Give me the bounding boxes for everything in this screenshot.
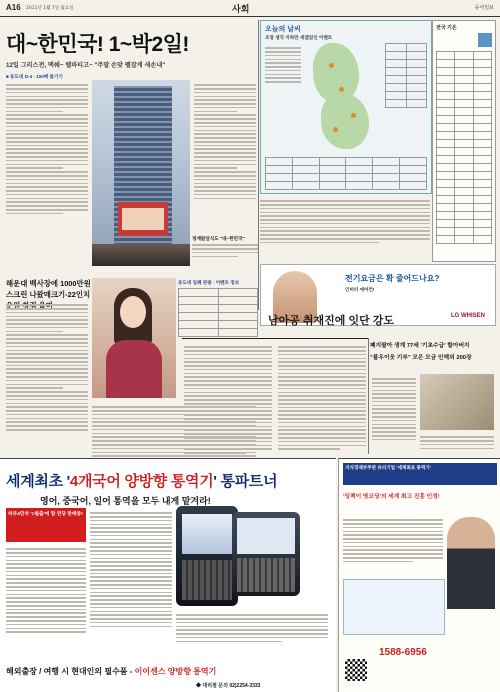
building-photo [92, 80, 190, 266]
certification-text [343, 517, 443, 565]
crowd [92, 244, 190, 266]
temperature-sidebar [432, 20, 496, 262]
caption-title: 정계람앞식도 "대~한민국" [192, 236, 245, 241]
spokesperson-photo [447, 517, 495, 609]
translator-device-2 [232, 512, 300, 596]
sub-article-title: 해운대 백사장에 1000만원 스크린 나왔매크기-22인치 [6, 279, 91, 299]
weather-box-title: 조창 생각 지하만 세겠었인 이벤트 [265, 35, 333, 40]
translator-device-1 [176, 506, 238, 606]
translator-ad-text-3 [176, 612, 328, 644]
main-body-column-1 [6, 82, 88, 217]
event-table [178, 288, 258, 337]
right-story-headline: 폐지팔아 생계 77세 '기초수급' 할아버지 [370, 343, 470, 349]
south-story-column-1 [184, 344, 272, 456]
aircon-ad-headline: 전기요금은 확 줄어드나요? [345, 274, 440, 283]
sub-article-body [6, 302, 88, 433]
tower-building [114, 86, 172, 266]
right-story-photo [420, 374, 494, 430]
main-byline: ■ 동도대 D-4 · 100배 즐기기 [6, 74, 63, 79]
south-africa-headline: 남아공 취재진에 잇단 강도 [268, 315, 395, 327]
right-story-subheadline: "불우이웃 기부" 모은 모금 인해외 200장 [370, 355, 472, 361]
portrait-body [106, 340, 162, 398]
temperature-label: 전국 기온 [436, 25, 457, 31]
aircon-ad-brand: LG WHISEN [451, 313, 485, 319]
contact-phone[interactable]: 1588-6956 [379, 647, 427, 658]
temp-marker [478, 33, 492, 47]
certification-banner: 지식경제부주관 유리기업 '세계최초 통역기' [343, 463, 497, 485]
aircon-ad-subtitle: 인버터 에어컨! [345, 287, 375, 292]
page-number: A16 [6, 3, 21, 12]
translator-ad-phone: ◆ 대리점 문의 02)2254-3333 [196, 683, 261, 689]
page-header [0, 0, 500, 17]
translator-ad-footer: 해외출장 / 여행 시 현대인의 필수품 - 이이센스 양방향 통역기 [6, 667, 217, 676]
weather-text [265, 45, 301, 85]
banner-face [122, 208, 164, 230]
sub-article-byline: 동도대 일째 관광 · 이벤트 정보 [178, 280, 240, 285]
weather-panel [260, 20, 432, 194]
south-story-column-2 [278, 344, 366, 452]
certification-ad[interactable] [338, 458, 500, 692]
qr-code-icon[interactable] [345, 659, 367, 681]
issue-date: 2011년 1월 7일 월요일 [26, 6, 74, 11]
portrait-face [120, 296, 146, 328]
translator-ad-text-2 [90, 510, 172, 629]
weather-detail-table [260, 198, 430, 246]
right-story [370, 340, 496, 361]
translator-ad-subtitle: 영어, 중국어, 일어 통역을 모두 내게 맡겨라! [40, 496, 211, 506]
translator-ad-text-1 [6, 546, 86, 635]
translator-promo-box: 하루4만부 '1월출'에 합 연당 판매중! [6, 508, 86, 542]
application-form [343, 579, 445, 635]
weather-map [303, 43, 383, 153]
main-subhead: 12일 그리스전, 맥쉐~ 텔파티고~ "주말 손맞 펠잡게 새손내" [6, 62, 166, 69]
section-title: 사회 [232, 4, 250, 14]
caption-text [192, 244, 258, 257]
temperature-table [436, 51, 492, 244]
city-forecast-table [385, 43, 427, 108]
newspaper-brand: 동아일보 [474, 5, 494, 11]
right-story-body-1 [372, 376, 416, 442]
region-forecast-table [265, 157, 427, 190]
certification-headline: '잉펙이 영코딩'의 세계 최고 진흥 인정! [343, 494, 440, 500]
translator-ad-title: 세계최초 '4개국어 양방향 통역기' 통파트너 [6, 473, 278, 490]
main-headline: 대~한민국! 1~박2일! [6, 33, 189, 56]
weather-title: 오늘의 날씨 [265, 26, 301, 33]
right-story-body-2 [420, 434, 494, 451]
main-body-column-2 [194, 82, 256, 201]
portrait-photo [92, 278, 176, 398]
